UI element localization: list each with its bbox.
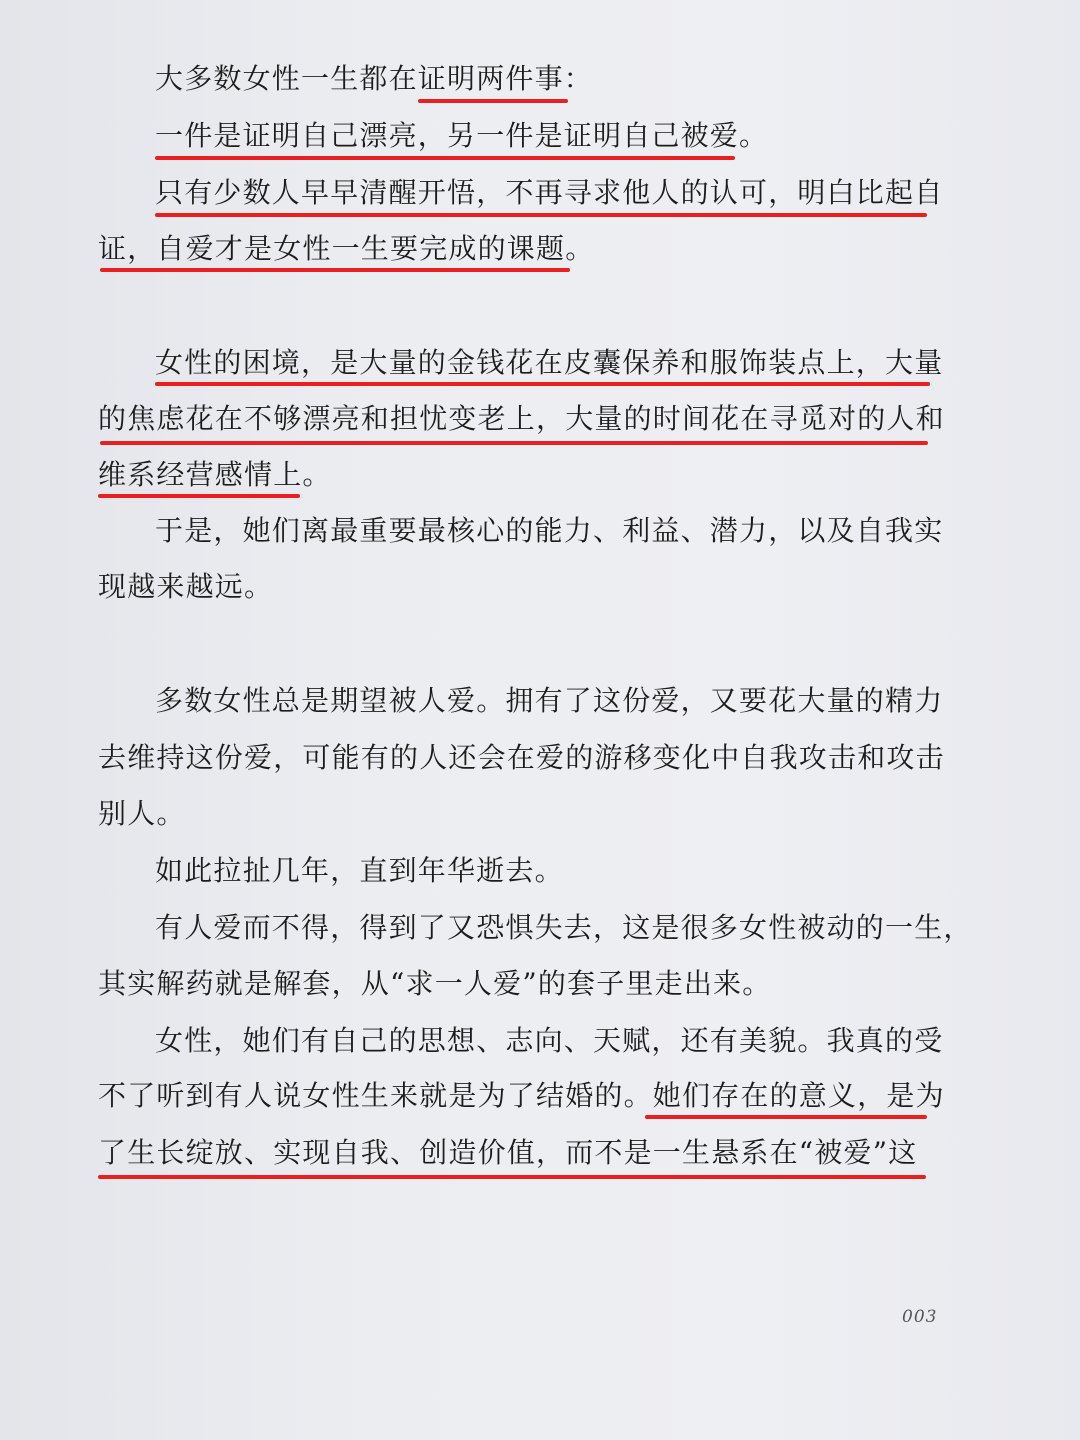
text-line: 多数女性总是期望被人爱。拥有了这份爱，又要花大量的精力 (155, 684, 944, 717)
text-line: 只有少数人早早清醒开悟，不再寻求他人的认可，明白比起自 (155, 176, 944, 209)
text-line: 了生长绽放、实现自我、创造价值，而不是一生悬系在“被爱”这 (98, 1136, 918, 1169)
text-line: 一件是证明自己漂亮，另一件是证明自己被爱。 (155, 119, 769, 152)
text-line: 去维持这份爱，可能有的人还会在爱的游移变化中自我攻击和攻击 (98, 741, 945, 774)
text-line: 女性的困境，是大量的金钱花在皮囊保养和服饰装点上，大量 (155, 346, 944, 379)
text-line: 大多数女性一生都在证明两件事： (155, 62, 594, 95)
red-underline (98, 1175, 926, 1179)
red-underline (98, 494, 300, 498)
text-line: 有人爱而不得，得到了又恐惧失去，这是很多女性被动的一生， (155, 911, 973, 944)
text-line: 证，自爱才是女性一生要完成的课题。 (98, 232, 595, 265)
text-line: 于是，她们离最重要最核心的能力、利益、潜力，以及自我实 (155, 514, 944, 547)
red-underline (100, 268, 570, 272)
text-line: 如此拉扯几年，直到年华逝去。 (155, 854, 564, 887)
text-line: 其实解药就是解套，从“求一人爱”的套子里走出来。 (98, 967, 772, 1000)
text-line: 维系经营感情上。 (98, 458, 332, 491)
red-underline (155, 156, 735, 160)
red-underline (155, 382, 930, 386)
red-underline (645, 1115, 927, 1119)
text-line: 女性，她们有自己的思想、志向、天赋，还有美貌。我真的受 (155, 1024, 944, 1057)
text-line: 的焦虑花在不够漂亮和担忧变老上，大量的时间花在寻觅对的人和 (98, 402, 945, 435)
red-underline (100, 441, 928, 445)
text-line: 现越来越远。 (98, 570, 274, 603)
page-number: 003 (902, 1307, 938, 1327)
text-line: 别人。 (98, 797, 186, 830)
red-underline (155, 213, 927, 217)
text-line: 不了听到有人说女性生来就是为了结婚的。她们存在的意义，是为 (98, 1079, 945, 1112)
red-underline (418, 99, 568, 103)
